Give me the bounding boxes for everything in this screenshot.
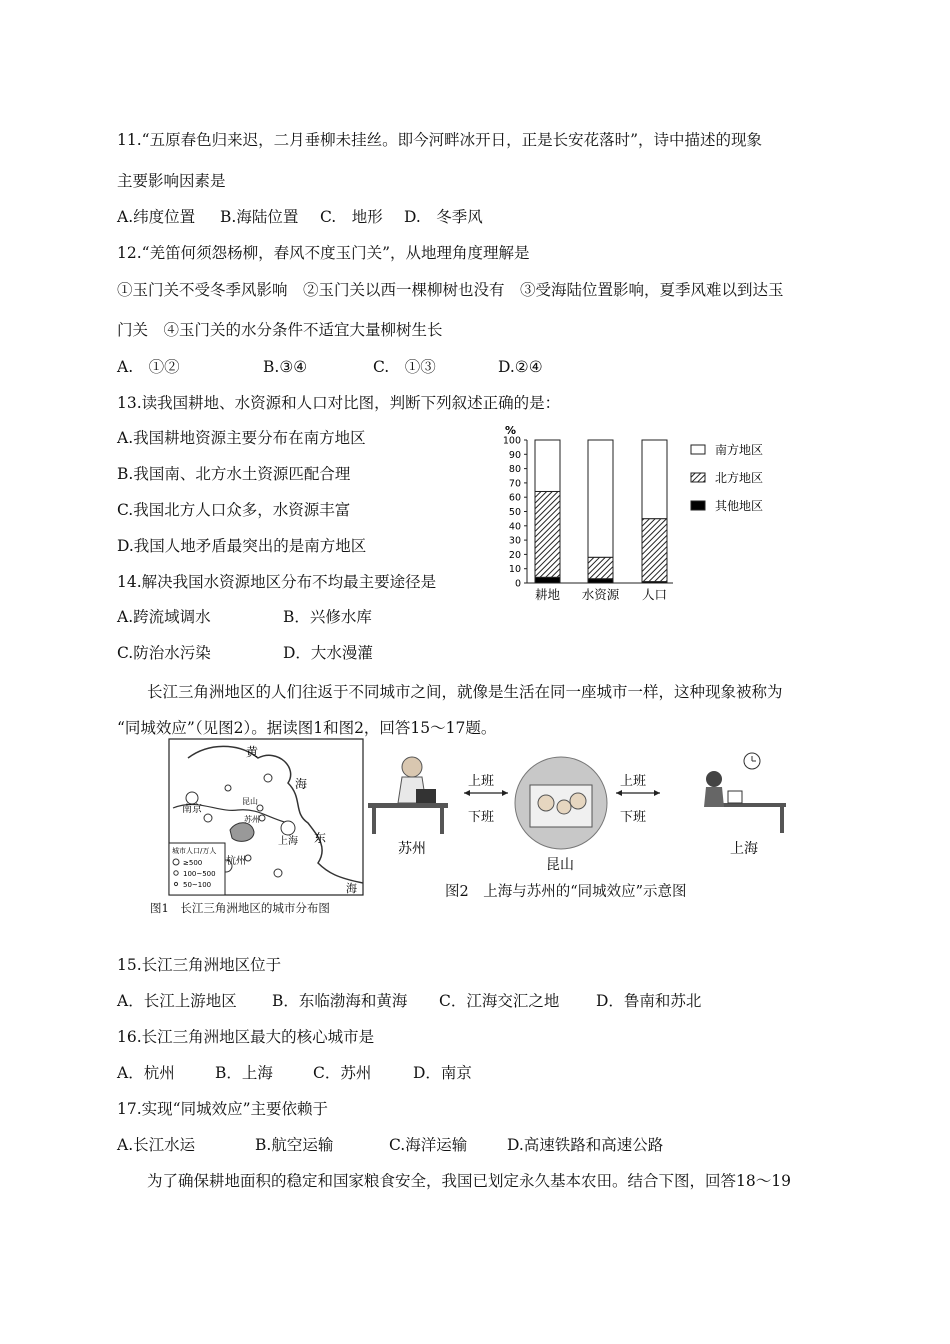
y-tick-label-30: 30 <box>508 535 521 547</box>
suzhou-worker-illustration <box>368 757 448 834</box>
y-tick-label-100: 100 <box>502 435 521 447</box>
q15-option-b: B．东临渤海和黄海 <box>272 992 408 1010</box>
center-city-label: 昆山 <box>546 857 574 873</box>
q14-options-row2 <box>117 641 373 663</box>
bar-人口-北方地区 <box>642 519 667 582</box>
figure2-caption: 图2 上海与苏州的“同城效应”示意图 <box>445 884 687 900</box>
q12-option-d: D.②④ <box>498 358 543 376</box>
label-nanjing: 南京 <box>182 804 202 815</box>
y-tick-label-0: 0 <box>514 578 521 590</box>
label-dong: 东 <box>314 831 327 845</box>
q16-option-c: C．苏州 <box>313 1064 372 1082</box>
legend-item-1: ≥500 <box>183 859 203 867</box>
y-tick-label-50: 50 <box>508 507 521 518</box>
q12-options <box>117 355 543 377</box>
q12-stem: 12.“羌笛何须怨杨柳，春风不度玉门关”，从地理角度理解是 <box>117 244 530 262</box>
left-city-label: 苏州 <box>398 841 426 857</box>
q17-option-b: B.航空运输 <box>255 1136 334 1154</box>
bar-耕地-南方地区 <box>535 440 560 491</box>
legend-label-南方地区: 南方地区 <box>715 443 764 457</box>
yangtze-delta-city-map <box>168 738 364 896</box>
y-tick-label-40: 40 <box>508 521 521 533</box>
q13-option-b: B.我国南、北方水土资源匹配合理 <box>117 465 351 483</box>
q12-option-b: B.③④ <box>263 358 308 376</box>
q14-option-b: B．兴修水库 <box>283 608 372 626</box>
x-tick-label-耕地: 耕地 <box>534 587 561 602</box>
y-tick-label-10: 10 <box>508 564 521 576</box>
y-tick-label-70: 70 <box>508 478 521 490</box>
q16-option-d: D．南京 <box>413 1064 472 1082</box>
label-shanghai: 上海 <box>278 836 298 847</box>
legend-swatch-南方地区 <box>691 445 705 454</box>
label-huang: 黄 <box>246 745 259 759</box>
legend-symbol-small <box>174 882 177 885</box>
legend-symbol-large <box>173 859 179 865</box>
city-nanjing <box>186 792 198 804</box>
legend-item-3: 50~100 <box>183 881 212 889</box>
q13-stem: 13.读我国耕地、水资源和人口对比图，判断下列叙述正确的是： <box>117 394 561 412</box>
label-hai: 海 <box>295 777 308 791</box>
q12-option-a: A. ①② <box>117 358 180 376</box>
city-b <box>225 785 231 791</box>
q13-option-c: C.我国北方人口众多，水资源丰富 <box>117 501 351 519</box>
q11-option-a: A.纬度位置 <box>117 208 196 226</box>
q17-option-d: D.高速铁路和高速公路 <box>507 1136 664 1154</box>
x-tick-label-水资源: 水资源 <box>581 587 620 602</box>
y-tick-label-60: 60 <box>508 492 521 504</box>
q13-option-d: D.我国人地矛盾最突出的是南方地区 <box>117 537 367 555</box>
q14-option-a: A.跨流域调水 <box>117 608 211 626</box>
q15-stem: 15.长江三角洲地区位于 <box>117 956 282 974</box>
label-kunshan: 昆山 <box>242 797 258 806</box>
q17-option-c: C.海洋运输 <box>389 1136 468 1154</box>
bar-耕地-北方地区 <box>535 491 560 577</box>
legend-label-其他地区: 其他地区 <box>715 499 764 513</box>
q15-option-a: A．长江上游地区 <box>117 992 237 1010</box>
q15-options <box>117 989 701 1011</box>
q16-option-a: A．杭州 <box>117 1064 175 1082</box>
city-c <box>264 774 272 782</box>
q14-stem: 14.解决我国水资源地区分布不均最主要途径是 <box>117 573 437 591</box>
q11-options <box>117 205 483 227</box>
right-city-label: 上海 <box>730 841 758 857</box>
q16-options <box>117 1061 472 1083</box>
right-go-work-label: 上班 <box>620 774 647 789</box>
city-e <box>274 869 282 877</box>
legend-item-2: 100~500 <box>183 870 216 878</box>
label-suzhou: 苏州 <box>244 815 260 824</box>
q11-option-b: B.海陆位置 <box>220 208 299 226</box>
q14-options-row1 <box>117 605 372 627</box>
left-off-work-label: 下班 <box>468 810 495 825</box>
y-tick-label-20: 20 <box>508 549 521 561</box>
y-unit-label: % <box>505 424 517 437</box>
legend-title: 城市人口/万人 <box>172 847 217 855</box>
q11-option-d: D. 冬季风 <box>404 208 483 226</box>
figure1-caption: 图1 长江三角洲地区的城市分布图 <box>150 901 330 915</box>
q11-stem-line1: 11.“五原春色归来迟，二月垂柳未挂丝。即今河畔冰开日，正是长安花落时”，诗中描述的现象 <box>117 131 763 149</box>
legend-symbol-medium <box>174 871 178 875</box>
q15-option-d: D．鲁南和苏北 <box>596 992 702 1010</box>
q14-option-c: C.防治水污染 <box>117 644 211 662</box>
city-shanghai <box>281 821 295 835</box>
q17-stem: 17.实现“同城效应”主要依赖于 <box>117 1100 328 1118</box>
x-tick-label-人口: 人口 <box>641 587 668 602</box>
q13-option-a: A.我国耕地资源主要分布在南方地区 <box>117 429 366 447</box>
shanghai-worker-illustration <box>704 753 786 833</box>
y-tick-label-80: 80 <box>508 464 521 476</box>
bar-耕地-其他地区 <box>535 577 560 583</box>
q16-stem: 16.长江三角洲地区最大的核心城市是 <box>117 1028 375 1046</box>
q14-option-d: D．大水漫灌 <box>283 644 373 662</box>
taihu-lake <box>230 823 254 842</box>
q15-option-c: C．江海交汇之地 <box>439 992 560 1010</box>
city-a <box>204 814 212 822</box>
label-hai2: 海 <box>346 882 357 895</box>
bar-人口-南方地区 <box>642 440 667 519</box>
q12-items-line1: ①玉门关不受冬季风影响 ②玉门关以西一棵柳树也没有 ③受海陆位置影响，夏季风难以到达玉 <box>117 281 784 299</box>
bar-水资源-其他地区 <box>588 579 613 583</box>
bar-水资源-南方地区 <box>588 440 613 557</box>
q17-option-a: A.长江水运 <box>117 1136 196 1154</box>
right-off-work-label: 下班 <box>620 810 647 825</box>
y-tick-label-90: 90 <box>508 449 521 461</box>
left-go-work-label: 上班 <box>468 774 495 789</box>
resource-comparison-chart <box>493 420 783 610</box>
q11-option-c: C. 地形 <box>320 208 383 226</box>
intro-line1: 长江三角洲地区的人们往返于不同城市之间，就像是生活在同一座城市一样，这种现象被称为 <box>147 683 783 701</box>
q11-stem-line2: 主要影响因素是 <box>117 172 226 190</box>
legend-label-北方地区: 北方地区 <box>715 471 764 485</box>
same-city-effect-diagram <box>368 745 788 895</box>
q16-option-b: B．上海 <box>215 1064 273 1082</box>
legend-swatch-其他地区 <box>691 501 705 510</box>
label-hangzhou: 杭州 <box>226 856 246 867</box>
q17-options <box>117 1133 663 1155</box>
legend-swatch-北方地区 <box>691 473 705 482</box>
intro-line2: “同城效应”（见图2）。据读图1和图2，回答15～17题。 <box>117 719 497 737</box>
bar-水资源-北方地区 <box>588 557 613 578</box>
closing-paragraph: 为了确保耕地面积的稳定和国家粮食安全，我国已划定永久基本农田。结合下图，回答18～19 <box>147 1172 791 1190</box>
q12-option-c: C. ①③ <box>373 358 436 376</box>
q12-items-line2: 门关 ④玉门关的水分条件不适宜大量柳树生长 <box>117 321 443 339</box>
